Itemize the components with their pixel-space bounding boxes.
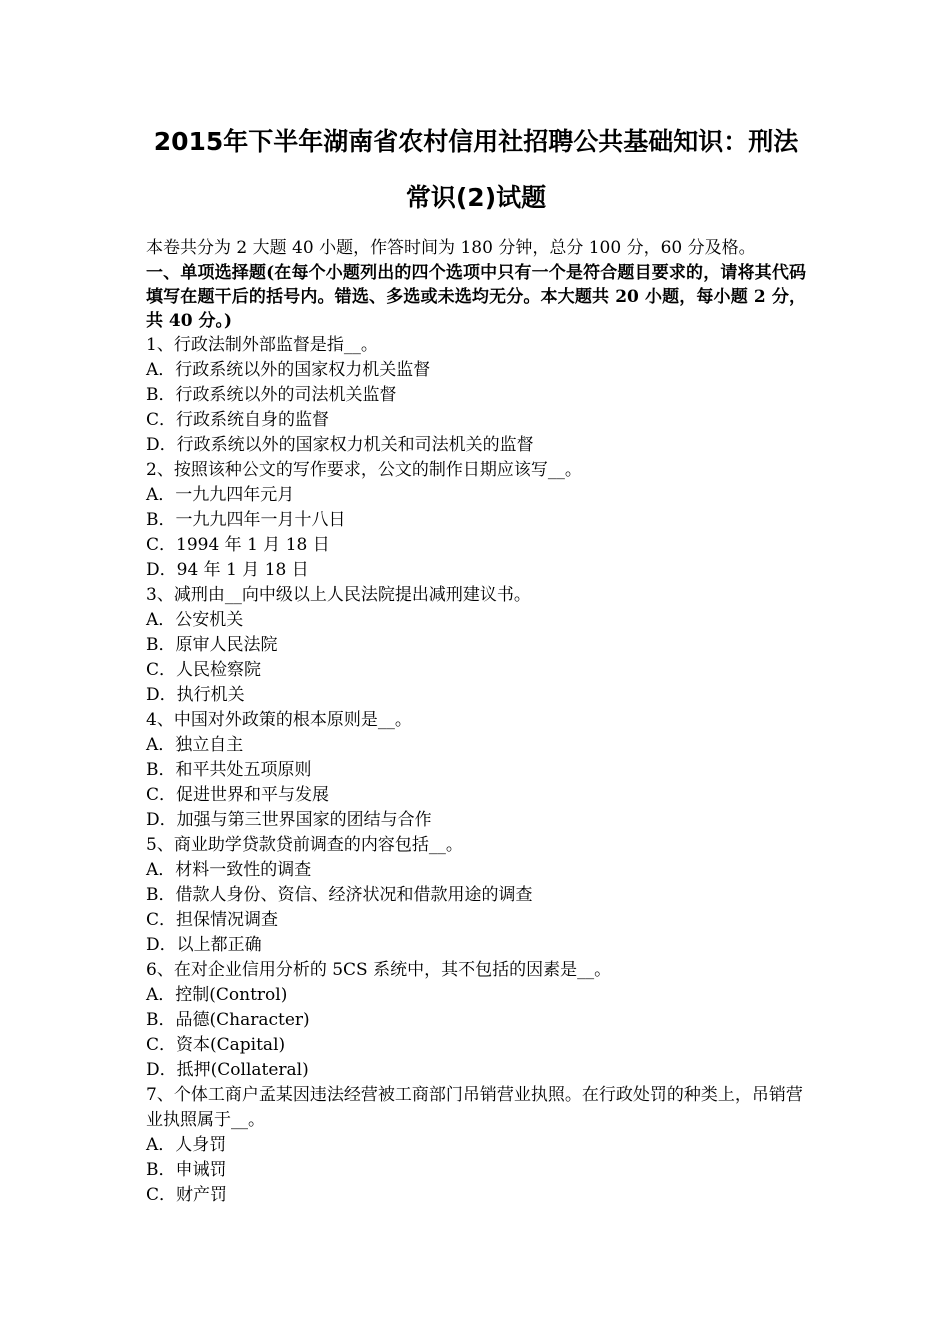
- option-c: C．人民检察院: [146, 660, 262, 680]
- option-a: A．控制(Control): [146, 985, 288, 1005]
- option-b: B．品德(Character): [146, 1010, 310, 1030]
- option-c: C．担保情况调查: [146, 910, 279, 930]
- section-heading: 一、单项选择题(在每个小题列出的四个选项中只有一个是符合题目要求的，请将其代码填写在题干后的括号内。错选、多选或未选均无分。本大题共 20 小题，每小题 2 分，共 40 分。): [146, 263, 806, 331]
- question-1: [146, 333, 806, 458]
- question-5: [146, 833, 806, 958]
- option-c: C．促进世界和平与发展: [146, 785, 330, 805]
- option-c: C．1994 年 1 月 18 日: [146, 535, 330, 555]
- option-a: A．人身罚: [146, 1135, 227, 1155]
- document-page: [146, 114, 806, 1208]
- option-d: D．抵押(Collateral): [146, 1060, 309, 1080]
- option-b: B．一九九四年一月十八日: [146, 510, 346, 530]
- option-b: B．原审人民法院: [146, 635, 278, 655]
- question-stem: 4、中国对外政策的根本原则是__。: [146, 710, 412, 730]
- document-title-line-2: 常识(2)试题: [405, 183, 547, 212]
- exam-intro: 本卷共分为 2 大题 40 小题，作答时间为 180 分钟，总分 100 分，60 分及格。: [146, 238, 756, 258]
- option-d: D．94 年 1 月 18 日: [146, 560, 309, 580]
- question-stem: 3、减刑由__向中级以上人民法院提出减刑建议书。: [146, 585, 531, 605]
- question-stem: 1、行政法制外部监督是指__。: [146, 335, 378, 355]
- option-c: C．行政系统自身的监督: [146, 410, 330, 430]
- question-stem: 2、按照该种公文的写作要求，公文的制作日期应该写__。: [146, 460, 582, 480]
- option-d: D．加强与第三世界国家的团结与合作: [146, 810, 432, 830]
- question-2: [146, 458, 806, 583]
- option-a: A．公安机关: [146, 610, 244, 630]
- option-d: D．执行机关: [146, 685, 245, 705]
- option-b: B．和平共处五项原则: [146, 760, 312, 780]
- question-stem: 7、个体工商户孟某因违法经营被工商部门吊销营业执照。在行政处罚的种类上，吊销营业执照属于__。: [146, 1085, 803, 1130]
- option-c: C．财产罚: [146, 1185, 228, 1205]
- option-a: A．行政系统以外的国家权力机关监督: [146, 360, 431, 380]
- question-4: [146, 708, 806, 833]
- option-a: A．一九九四年元月: [146, 485, 295, 505]
- question-3: [146, 583, 806, 708]
- question-stem: 5、商业助学贷款贷前调查的内容包括__。: [146, 835, 463, 855]
- option-a: A．独立自主: [146, 735, 244, 755]
- option-d: D．行政系统以外的国家权力机关和司法机关的监督: [146, 435, 534, 455]
- option-d: D．以上都正确: [146, 935, 262, 955]
- question-stem: 6、在对企业信用分析的 5CS 系统中，其不包括的因素是__。: [146, 960, 612, 980]
- option-b: B．行政系统以外的司法机关监督: [146, 385, 397, 405]
- option-a: A．材料一致性的调查: [146, 860, 312, 880]
- question-6: [146, 958, 806, 1083]
- option-c: C．资本(Capital): [146, 1035, 286, 1055]
- option-b: B．申诫罚: [146, 1160, 227, 1180]
- option-b: B．借款人身份、资信、经济状况和借款用途的调查: [146, 885, 533, 905]
- question-7: [146, 1083, 806, 1208]
- document-title-line-1: 2015年下半年湖南省农村信用社招聘公共基础知识：刑法: [153, 127, 799, 156]
